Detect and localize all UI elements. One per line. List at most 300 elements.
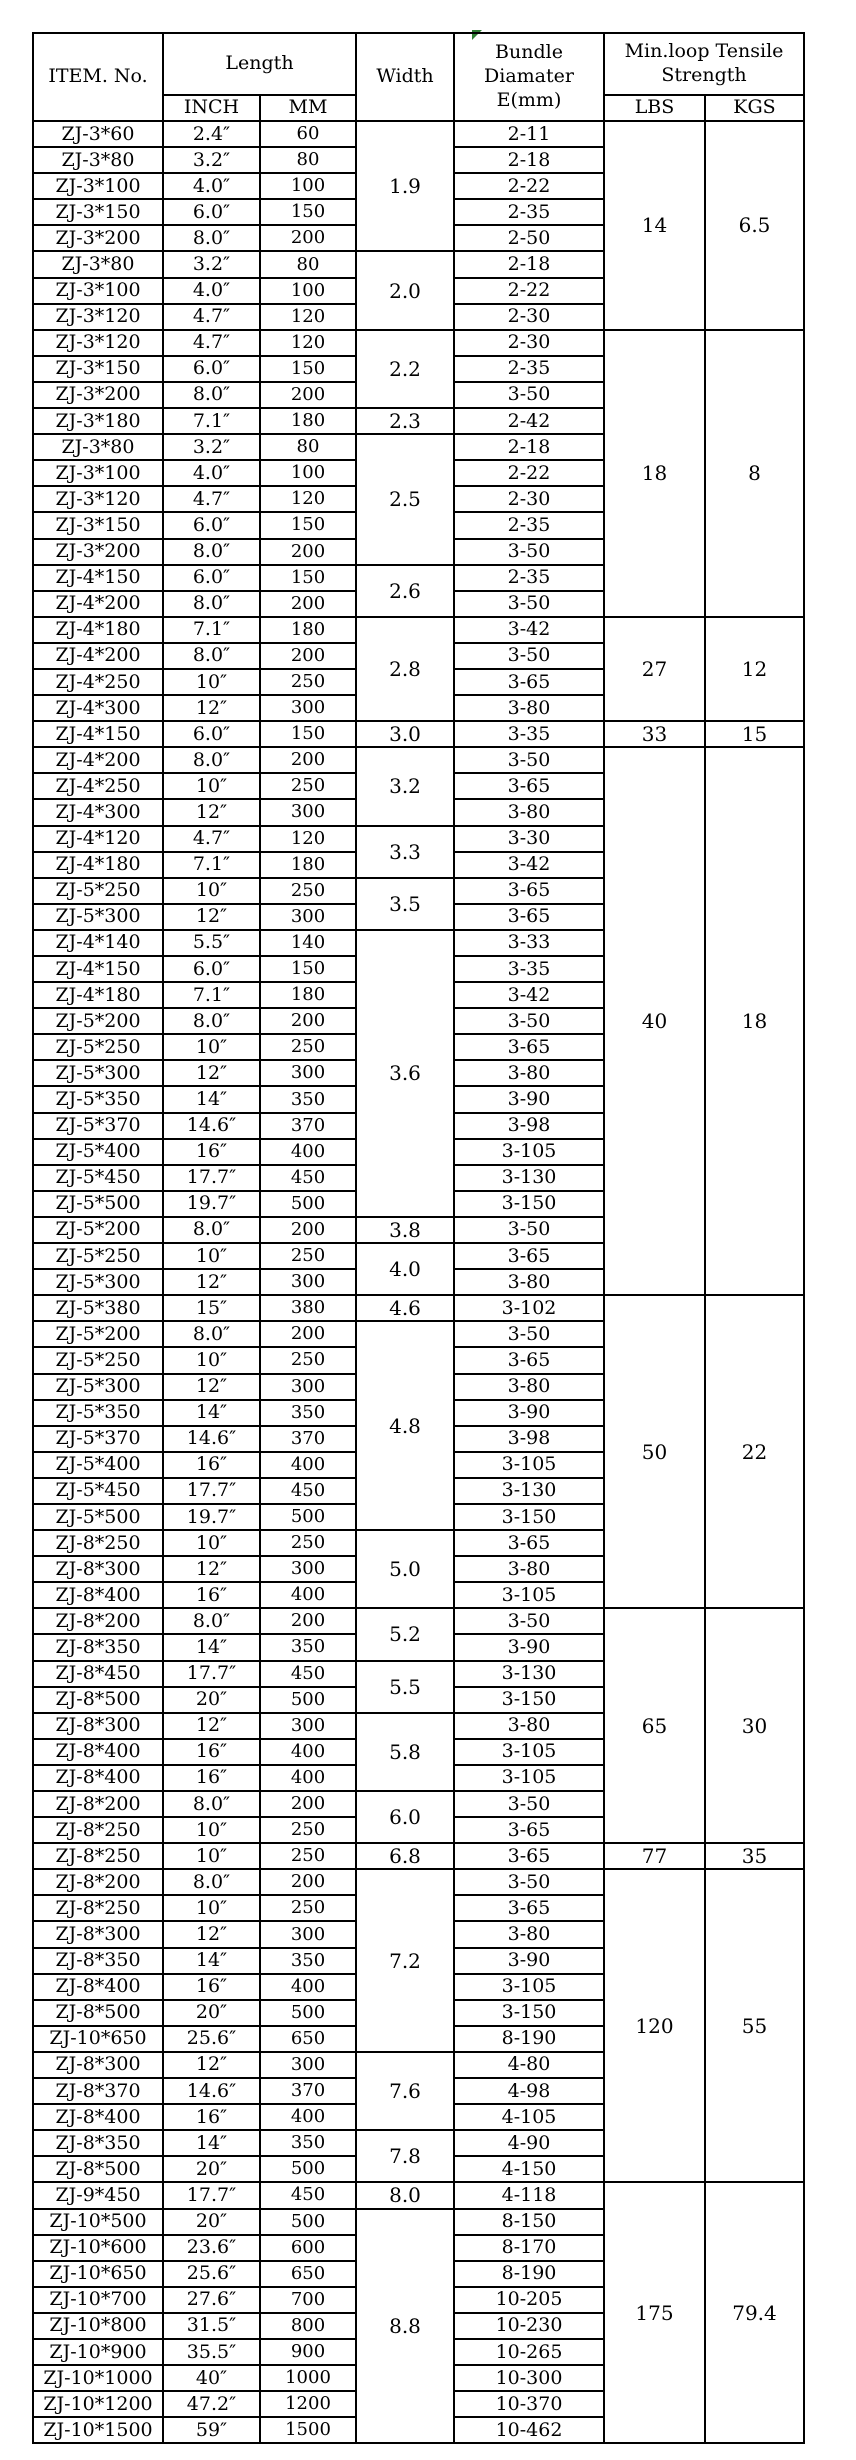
length-inch-cell: 4.7″ xyxy=(163,304,260,330)
item-no-cell: ZJ-5*370 xyxy=(33,1426,163,1452)
cable-tie-spec-table xyxy=(32,32,805,2444)
item-no-cell: ZJ-3*60 xyxy=(33,121,163,147)
length-mm-cell: 350 xyxy=(260,1948,356,1974)
length-mm-cell: 120 xyxy=(260,826,356,852)
length-mm-cell: 450 xyxy=(260,2182,356,2208)
width-cell: 3.0 xyxy=(356,721,454,747)
bundle-diameter-cell: 2-22 xyxy=(454,460,604,486)
length-inch-cell: 4.7″ xyxy=(163,330,260,356)
length-mm-cell: 650 xyxy=(260,2261,356,2287)
bundle-diameter-cell: 3-105 xyxy=(454,1765,604,1791)
bundle-diameter-cell: 3-50 xyxy=(454,1791,604,1817)
item-no-cell: ZJ-8*370 xyxy=(33,2078,163,2104)
item-no-cell: ZJ-5*350 xyxy=(33,1400,163,1426)
length-mm-cell: 120 xyxy=(260,330,356,356)
length-mm-cell: 200 xyxy=(260,1321,356,1347)
width-cell: 2.8 xyxy=(356,617,454,721)
length-inch-cell: 8.0″ xyxy=(163,747,260,773)
length-mm-cell: 200 xyxy=(260,539,356,565)
item-no-cell: ZJ-8*300 xyxy=(33,2052,163,2078)
length-inch-cell: 8.0″ xyxy=(163,1217,260,1243)
length-mm-cell: 200 xyxy=(260,591,356,617)
length-mm-cell: 200 xyxy=(260,225,356,251)
length-inch-cell: 12″ xyxy=(163,1374,260,1400)
length-inch-cell: 20″ xyxy=(163,2209,260,2235)
width-cell: 5.8 xyxy=(356,1713,454,1791)
item-no-cell: ZJ-8*500 xyxy=(33,2156,163,2182)
bundle-diameter-cell: 3-105 xyxy=(454,1582,604,1608)
length-inch-cell: 3.2″ xyxy=(163,434,260,460)
length-inch-cell: 16″ xyxy=(163,1974,260,2000)
length-inch-cell: 10″ xyxy=(163,773,260,799)
width-cell: 7.8 xyxy=(356,2130,454,2182)
width-cell: 3.8 xyxy=(356,1217,454,1243)
bundle-diameter-cell: 3-42 xyxy=(454,982,604,1008)
bundle-diameter-cell: 3-50 xyxy=(454,591,604,617)
item-no-cell: ZJ-8*200 xyxy=(33,1791,163,1817)
item-no-cell: ZJ-4*250 xyxy=(33,669,163,695)
item-no-cell: ZJ-8*500 xyxy=(33,2000,163,2026)
width-cell: 7.2 xyxy=(356,1869,454,2052)
item-no-cell: ZJ-8*200 xyxy=(33,1869,163,1895)
table-body xyxy=(33,121,804,2443)
bundle-diameter-cell: 10-300 xyxy=(454,2365,604,2391)
item-no-cell: ZJ-3*120 xyxy=(33,330,163,356)
item-no-cell: ZJ-8*350 xyxy=(33,1634,163,1660)
length-inch-cell: 25.6″ xyxy=(163,2261,260,2287)
length-inch-cell: 40″ xyxy=(163,2365,260,2391)
item-no-cell: ZJ-8*400 xyxy=(33,1582,163,1608)
length-inch-cell: 8.0″ xyxy=(163,1321,260,1347)
length-mm-cell: 100 xyxy=(260,173,356,199)
width-cell: 5.0 xyxy=(356,1530,454,1608)
bundle-diameter-cell: 4-118 xyxy=(454,2182,604,2208)
length-inch-cell: 10″ xyxy=(163,669,260,695)
item-no-cell: ZJ-10*1200 xyxy=(33,2391,163,2417)
length-inch-cell: 12″ xyxy=(163,1713,260,1739)
bundle-diameter-cell: 2-30 xyxy=(454,304,604,330)
bundle-diameter-cell: 2-35 xyxy=(454,356,604,382)
length-inch-cell: 4.7″ xyxy=(163,486,260,512)
width-cell: 6.0 xyxy=(356,1791,454,1843)
length-inch-cell: 8.0″ xyxy=(163,382,260,408)
bundle-diameter-cell: 3-102 xyxy=(454,1295,604,1321)
tensile-kgs-cell: 12 xyxy=(705,617,804,721)
length-inch-cell: 8.0″ xyxy=(163,643,260,669)
width-cell: 8.0 xyxy=(356,2182,454,2208)
bundle-diameter-cell: 10-370 xyxy=(454,2391,604,2417)
length-inch-cell: 7.1″ xyxy=(163,408,260,434)
bundle-diameter-cell: 3-35 xyxy=(454,956,604,982)
header-tensile-strength xyxy=(604,33,804,95)
tensile-lbs-cell: 120 xyxy=(604,1869,705,2182)
table-row xyxy=(33,617,804,643)
length-mm-cell: 300 xyxy=(260,1060,356,1086)
length-mm-cell: 500 xyxy=(260,1687,356,1713)
bundle-diameter-cell: 3-150 xyxy=(454,1504,604,1530)
item-no-cell: ZJ-3*150 xyxy=(33,512,163,538)
item-no-cell: ZJ-5*350 xyxy=(33,1086,163,1112)
length-mm-cell: 450 xyxy=(260,1661,356,1687)
bundle-diameter-cell: 2-18 xyxy=(454,434,604,460)
item-no-cell: ZJ-8*200 xyxy=(33,1608,163,1634)
item-no-cell: ZJ-8*500 xyxy=(33,1687,163,1713)
length-inch-cell: 8.0″ xyxy=(163,1791,260,1817)
item-no-cell: ZJ-8*250 xyxy=(33,1530,163,1556)
length-mm-cell: 300 xyxy=(260,1269,356,1295)
tensile-lbs-cell: 50 xyxy=(604,1295,705,1608)
width-cell: 1.9 xyxy=(356,121,454,251)
length-inch-cell: 25.6″ xyxy=(163,2026,260,2052)
length-mm-cell: 150 xyxy=(260,721,356,747)
length-mm-cell: 120 xyxy=(260,486,356,512)
length-mm-cell: 150 xyxy=(260,199,356,225)
item-no-cell: ZJ-5*400 xyxy=(33,1139,163,1165)
length-inch-cell: 12″ xyxy=(163,799,260,825)
item-no-cell: ZJ-5*200 xyxy=(33,1321,163,1347)
length-mm-cell: 100 xyxy=(260,278,356,304)
length-mm-cell: 250 xyxy=(260,1843,356,1869)
tensile-lbs-cell: 27 xyxy=(604,617,705,721)
bundle-diameter-cell: 3-80 xyxy=(454,1921,604,1947)
item-no-cell: ZJ-8*400 xyxy=(33,2104,163,2130)
length-inch-cell: 17.7″ xyxy=(163,2182,260,2208)
length-mm-cell: 120 xyxy=(260,304,356,330)
item-no-cell: ZJ-3*80 xyxy=(33,251,163,277)
item-no-cell: ZJ-4*150 xyxy=(33,565,163,591)
length-inch-cell: 14.6″ xyxy=(163,1426,260,1452)
length-mm-cell: 150 xyxy=(260,512,356,538)
bundle-diameter-cell: 3-90 xyxy=(454,1634,604,1660)
length-inch-cell: 10″ xyxy=(163,1530,260,1556)
width-cell: 3.5 xyxy=(356,878,454,930)
length-mm-cell: 60 xyxy=(260,121,356,147)
item-no-cell: ZJ-5*300 xyxy=(33,1374,163,1400)
bundle-diameter-cell: 3-80 xyxy=(454,1556,604,1582)
length-mm-cell: 1500 xyxy=(260,2417,356,2443)
item-no-cell: ZJ-3*100 xyxy=(33,173,163,199)
item-no-cell: ZJ-10*900 xyxy=(33,2339,163,2365)
table-row xyxy=(33,121,804,147)
item-no-cell: ZJ-4*150 xyxy=(33,721,163,747)
length-mm-cell: 300 xyxy=(260,1374,356,1400)
bundle-diameter-cell: 2-35 xyxy=(454,565,604,591)
length-inch-cell: 17.7″ xyxy=(163,1165,260,1191)
item-no-cell: ZJ-3*100 xyxy=(33,460,163,486)
width-cell: 2.0 xyxy=(356,251,454,329)
length-mm-cell: 500 xyxy=(260,1504,356,1530)
length-inch-cell: 8.0″ xyxy=(163,1608,260,1634)
length-inch-cell: 7.1″ xyxy=(163,852,260,878)
item-no-cell: ZJ-10*600 xyxy=(33,2235,163,2261)
bundle-diameter-cell: 2-50 xyxy=(454,225,604,251)
bundle-diameter-cell: 3-50 xyxy=(454,1321,604,1347)
item-no-cell: ZJ-10*800 xyxy=(33,2313,163,2339)
bundle-diameter-cell: 3-65 xyxy=(454,669,604,695)
length-mm-cell: 370 xyxy=(260,1113,356,1139)
length-mm-cell: 300 xyxy=(260,904,356,930)
bundle-diameter-cell: 3-130 xyxy=(454,1478,604,1504)
table-row xyxy=(33,2182,804,2208)
table-row xyxy=(33,1843,804,1869)
length-inch-cell: 20″ xyxy=(163,2000,260,2026)
bundle-diameter-cell: 3-65 xyxy=(454,878,604,904)
length-mm-cell: 150 xyxy=(260,956,356,982)
bundle-diameter-cell: 3-42 xyxy=(454,852,604,878)
item-no-cell: ZJ-3*200 xyxy=(33,539,163,565)
length-mm-cell: 300 xyxy=(260,1556,356,1582)
bundle-diameter-cell: 3-90 xyxy=(454,1400,604,1426)
length-mm-cell: 250 xyxy=(260,1034,356,1060)
bundle-diameter-cell: 10-462 xyxy=(454,2417,604,2443)
bundle-diameter-cell: 3-50 xyxy=(454,747,604,773)
item-no-cell: ZJ-5*500 xyxy=(33,1504,163,1530)
item-no-cell: ZJ-8*350 xyxy=(33,2130,163,2156)
length-mm-cell: 300 xyxy=(260,1713,356,1739)
length-mm-cell: 250 xyxy=(260,669,356,695)
item-no-cell: ZJ-3*180 xyxy=(33,408,163,434)
bundle-diameter-cell: 3-105 xyxy=(454,1139,604,1165)
length-mm-cell: 300 xyxy=(260,2052,356,2078)
length-inch-cell: 8.0″ xyxy=(163,1869,260,1895)
length-mm-cell: 450 xyxy=(260,1478,356,1504)
bundle-diameter-cell: 3-98 xyxy=(454,1113,604,1139)
length-inch-cell: 20″ xyxy=(163,1687,260,1713)
length-inch-cell: 14″ xyxy=(163,1400,260,1426)
item-no-cell: ZJ-4*250 xyxy=(33,773,163,799)
bundle-diameter-cell: 3-105 xyxy=(454,1452,604,1478)
bundle-diameter-cell: 3-65 xyxy=(454,1347,604,1373)
item-no-cell: ZJ-3*80 xyxy=(33,147,163,173)
item-no-cell: ZJ-5*250 xyxy=(33,1347,163,1373)
length-mm-cell: 150 xyxy=(260,356,356,382)
item-no-cell: ZJ-4*180 xyxy=(33,982,163,1008)
table-row xyxy=(33,330,804,356)
bundle-diameter-cell: 3-150 xyxy=(454,1191,604,1217)
length-mm-cell: 900 xyxy=(260,2339,356,2365)
bundle-diameter-cell: 2-18 xyxy=(454,251,604,277)
item-no-cell: ZJ-5*200 xyxy=(33,1217,163,1243)
tensile-lbs-cell: 77 xyxy=(604,1843,705,1869)
width-cell: 5.5 xyxy=(356,1661,454,1713)
tensile-kgs-cell: 79.4 xyxy=(705,2182,804,2443)
tensile-lbs-cell: 33 xyxy=(604,721,705,747)
width-cell: 3.3 xyxy=(356,826,454,878)
tensile-lbs-cell: 18 xyxy=(604,330,705,617)
bundle-diameter-cell: 3-80 xyxy=(454,1713,604,1739)
item-no-cell: ZJ-3*150 xyxy=(33,356,163,382)
item-no-cell: ZJ-9*450 xyxy=(33,2182,163,2208)
length-inch-cell: 8.0″ xyxy=(163,225,260,251)
bundle-diameter-cell: 3-50 xyxy=(454,1217,604,1243)
length-mm-cell: 80 xyxy=(260,147,356,173)
bundle-diameter-cell: 4-80 xyxy=(454,2052,604,2078)
bundle-diameter-cell: 3-65 xyxy=(454,1843,604,1869)
length-inch-cell: 14″ xyxy=(163,1634,260,1660)
item-no-cell: ZJ-3*100 xyxy=(33,278,163,304)
length-inch-cell: 12″ xyxy=(163,1060,260,1086)
length-mm-cell: 300 xyxy=(260,799,356,825)
width-cell: 4.8 xyxy=(356,1321,454,1530)
length-inch-cell: 5.5″ xyxy=(163,930,260,956)
length-mm-cell: 500 xyxy=(260,2209,356,2235)
width-cell: 2.6 xyxy=(356,565,454,617)
item-no-cell: ZJ-8*300 xyxy=(33,1921,163,1947)
item-no-cell: ZJ-10*500 xyxy=(33,2209,163,2235)
header-length: Length xyxy=(163,33,356,95)
item-no-cell: ZJ-10*650 xyxy=(33,2026,163,2052)
length-mm-cell: 400 xyxy=(260,1765,356,1791)
bundle-diameter-cell: 4-105 xyxy=(454,2104,604,2130)
length-inch-cell: 8.0″ xyxy=(163,539,260,565)
length-inch-cell: 7.1″ xyxy=(163,982,260,1008)
header-bundle-diameter xyxy=(454,33,604,121)
bundle-diameter-cell: 3-33 xyxy=(454,930,604,956)
length-mm-cell: 400 xyxy=(260,1974,356,2000)
item-no-cell: ZJ-4*180 xyxy=(33,852,163,878)
header-bundle-line3: E(mm) xyxy=(496,88,562,111)
length-inch-cell: 6.0″ xyxy=(163,356,260,382)
bundle-diameter-cell: 3-150 xyxy=(454,1687,604,1713)
width-cell: 2.5 xyxy=(356,434,454,564)
header-inch: INCH xyxy=(163,95,260,121)
length-inch-cell: 16″ xyxy=(163,1765,260,1791)
length-inch-cell: 10″ xyxy=(163,1817,260,1843)
length-inch-cell: 16″ xyxy=(163,1452,260,1478)
bundle-diameter-cell: 3-130 xyxy=(454,1165,604,1191)
item-no-cell: ZJ-3*150 xyxy=(33,199,163,225)
length-inch-cell: 2.4″ xyxy=(163,121,260,147)
length-inch-cell: 19.7″ xyxy=(163,1504,260,1530)
length-inch-cell: 23.6″ xyxy=(163,2235,260,2261)
tensile-kgs-cell: 8 xyxy=(705,330,804,617)
length-inch-cell: 14.6″ xyxy=(163,1113,260,1139)
bundle-diameter-cell: 8-190 xyxy=(454,2026,604,2052)
length-mm-cell: 300 xyxy=(260,1921,356,1947)
bundle-diameter-cell: 8-150 xyxy=(454,2209,604,2235)
length-inch-cell: 14″ xyxy=(163,1086,260,1112)
item-no-cell: ZJ-4*120 xyxy=(33,826,163,852)
bundle-diameter-cell: 3-80 xyxy=(454,1269,604,1295)
length-inch-cell: 16″ xyxy=(163,1139,260,1165)
length-mm-cell: 180 xyxy=(260,852,356,878)
bundle-diameter-cell: 10-265 xyxy=(454,2339,604,2365)
item-no-cell: ZJ-5*370 xyxy=(33,1113,163,1139)
item-no-cell: ZJ-8*450 xyxy=(33,1661,163,1687)
length-inch-cell: 12″ xyxy=(163,1556,260,1582)
bundle-diameter-cell: 3-65 xyxy=(454,1530,604,1556)
length-inch-cell: 12″ xyxy=(163,2052,260,2078)
item-no-cell: ZJ-5*400 xyxy=(33,1452,163,1478)
header-lbs: LBS xyxy=(604,95,705,121)
width-cell: 7.6 xyxy=(356,2052,454,2130)
bundle-diameter-cell: 3-80 xyxy=(454,1374,604,1400)
item-no-cell: ZJ-8*250 xyxy=(33,1895,163,1921)
length-inch-cell: 3.2″ xyxy=(163,251,260,277)
length-mm-cell: 700 xyxy=(260,2287,356,2313)
bundle-diameter-cell: 4-98 xyxy=(454,2078,604,2104)
item-no-cell: ZJ-3*80 xyxy=(33,434,163,460)
item-no-cell: ZJ-3*200 xyxy=(33,382,163,408)
header-tensile-line2: Strength xyxy=(661,64,747,86)
tensile-kgs-cell: 6.5 xyxy=(705,121,804,330)
length-mm-cell: 300 xyxy=(260,695,356,721)
bundle-diameter-cell: 3-98 xyxy=(454,1426,604,1452)
header-width: Width xyxy=(356,33,454,121)
length-inch-cell: 4.7″ xyxy=(163,826,260,852)
length-inch-cell: 10″ xyxy=(163,1347,260,1373)
length-inch-cell: 12″ xyxy=(163,1921,260,1947)
width-cell: 4.6 xyxy=(356,1295,454,1321)
length-mm-cell: 200 xyxy=(260,1608,356,1634)
tensile-lbs-cell: 40 xyxy=(604,747,705,1295)
item-no-cell: ZJ-3*120 xyxy=(33,486,163,512)
length-mm-cell: 250 xyxy=(260,878,356,904)
length-inch-cell: 8.0″ xyxy=(163,1008,260,1034)
tensile-kgs-cell: 15 xyxy=(705,721,804,747)
length-inch-cell: 16″ xyxy=(163,2104,260,2130)
bundle-diameter-cell: 2-11 xyxy=(454,121,604,147)
bundle-diameter-cell: 3-65 xyxy=(454,1034,604,1060)
bundle-diameter-cell: 2-30 xyxy=(454,486,604,512)
length-mm-cell: 500 xyxy=(260,1191,356,1217)
bundle-diameter-cell: 4-150 xyxy=(454,2156,604,2182)
length-mm-cell: 200 xyxy=(260,382,356,408)
bundle-diameter-cell: 3-65 xyxy=(454,904,604,930)
length-mm-cell: 400 xyxy=(260,1452,356,1478)
length-mm-cell: 350 xyxy=(260,1400,356,1426)
length-inch-cell: 47.2″ xyxy=(163,2391,260,2417)
length-mm-cell: 200 xyxy=(260,747,356,773)
header-kgs: KGS xyxy=(705,95,804,121)
header-item-no: ITEM. No. xyxy=(33,33,163,121)
length-inch-cell: 10″ xyxy=(163,878,260,904)
bundle-diameter-cell: 10-205 xyxy=(454,2287,604,2313)
length-inch-cell: 6.0″ xyxy=(163,565,260,591)
item-no-cell: ZJ-5*250 xyxy=(33,1034,163,1060)
width-cell: 4.0 xyxy=(356,1243,454,1295)
length-inch-cell: 8.0″ xyxy=(163,591,260,617)
item-no-cell: ZJ-4*200 xyxy=(33,643,163,669)
length-inch-cell: 27.6″ xyxy=(163,2287,260,2313)
bundle-diameter-cell: 3-35 xyxy=(454,721,604,747)
bundle-diameter-cell: 3-50 xyxy=(454,382,604,408)
length-mm-cell: 400 xyxy=(260,2104,356,2130)
table-row xyxy=(33,747,804,773)
tensile-kgs-cell: 30 xyxy=(705,1608,804,1843)
table-row xyxy=(33,1869,804,1895)
length-mm-cell: 500 xyxy=(260,2000,356,2026)
length-inch-cell: 20″ xyxy=(163,2156,260,2182)
item-no-cell: ZJ-4*200 xyxy=(33,591,163,617)
item-no-cell: ZJ-5*250 xyxy=(33,1243,163,1269)
item-no-cell: ZJ-4*300 xyxy=(33,799,163,825)
length-mm-cell: 180 xyxy=(260,617,356,643)
header-bundle-line2: Diamater xyxy=(484,65,574,88)
length-mm-cell: 200 xyxy=(260,643,356,669)
length-mm-cell: 400 xyxy=(260,1739,356,1765)
length-mm-cell: 350 xyxy=(260,2130,356,2156)
length-inch-cell: 10″ xyxy=(163,1843,260,1869)
header-bundle-line1: Bundle xyxy=(495,41,563,64)
length-inch-cell: 7.1″ xyxy=(163,617,260,643)
length-inch-cell: 31.5″ xyxy=(163,2313,260,2339)
bundle-diameter-cell: 3-30 xyxy=(454,826,604,852)
item-no-cell: ZJ-4*300 xyxy=(33,695,163,721)
length-mm-cell: 250 xyxy=(260,1895,356,1921)
bundle-diameter-cell: 3-80 xyxy=(454,695,604,721)
bundle-diameter-cell: 3-50 xyxy=(454,1869,604,1895)
